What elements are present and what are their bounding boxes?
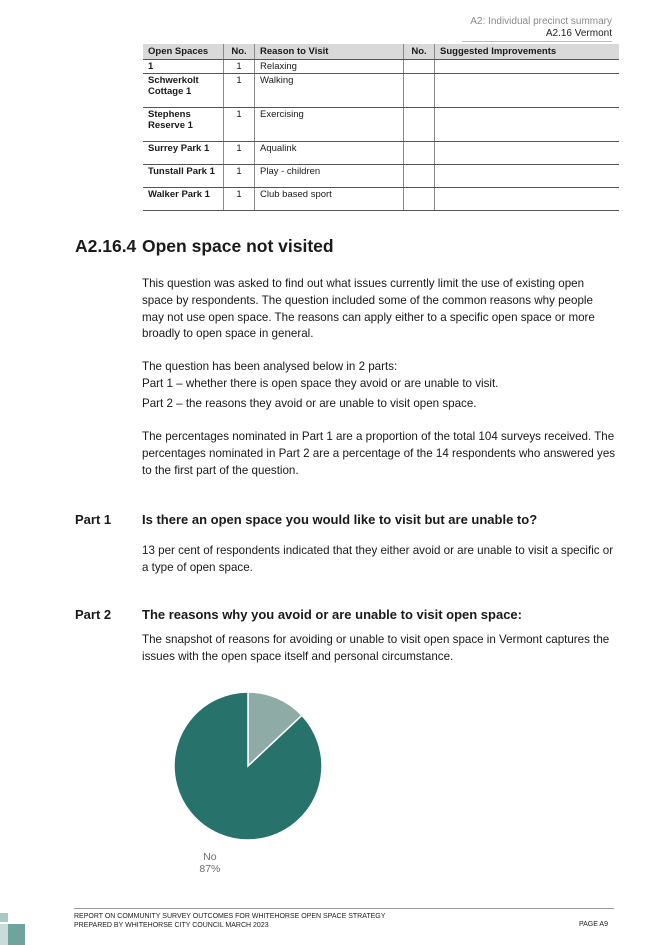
- pie-percent-label: 87%: [199, 863, 221, 873]
- section-title: Open space not visited: [142, 236, 334, 256]
- header-precinct: A2.16 Vermont: [545, 28, 612, 39]
- part1-heading: [75, 512, 537, 527]
- table-row: [143, 142, 619, 165]
- analysis-part1: Part 1 – whether there is open space they avoid or are unable to visit.: [142, 377, 499, 390]
- cell-open-space: Walker Park 1: [143, 188, 224, 211]
- section-number: A2.16.4: [75, 236, 137, 256]
- cell-no: 1: [224, 165, 255, 188]
- cell-improvement: [435, 108, 620, 142]
- pie-category-label: No: [203, 851, 217, 864]
- footer-report-title: REPORT ON COMMUNITY SURVEY OUTCOMES FOR WHITEHORSE OPEN SPACE STRATEGY: [74, 913, 386, 920]
- col-improvements: Suggested Improvements: [435, 44, 620, 60]
- analysis-intro: The question has been analysed below in 2 parts:: [142, 360, 398, 373]
- section-heading: [75, 236, 334, 257]
- table-row: [143, 188, 619, 211]
- col-no-2: No.: [404, 44, 435, 60]
- cell-no: 1: [224, 108, 255, 142]
- cell-reason: Relaxing: [255, 60, 404, 74]
- cell-no: 1: [224, 142, 255, 165]
- part1-label: Part 1: [75, 512, 112, 527]
- pie-slices: [174, 692, 322, 840]
- cell-improvement: [435, 165, 620, 188]
- cell-improvement: [435, 188, 620, 211]
- intro-paragraph: This question was asked to find out what issues currently limit the use of existing open space by respondents. The question included some of the common reasons why people may not use open space. The reasons can apply either to a specific open space or more broadly to open space in general.: [142, 277, 595, 341]
- header-rule: [462, 41, 612, 42]
- cell-reason: Play - children: [255, 165, 404, 188]
- cell-reason: Walking: [255, 74, 404, 108]
- part2-question: The reasons why you avoid or are unable to visit open space:: [142, 607, 522, 622]
- footer-decor-square: [0, 913, 8, 922]
- cell-no-2: [404, 188, 435, 211]
- analysis-part2: Part 2 – the reasons they avoid or are unable to visit open space.: [142, 397, 477, 410]
- header-report-section: A2: Individual precinct summary: [470, 16, 612, 27]
- avoid-open-space-pie-chart: [150, 668, 350, 873]
- cell-no: 1: [224, 188, 255, 211]
- cell-reason: Exercising: [255, 108, 404, 142]
- cell-open-space: 1: [143, 60, 224, 74]
- cell-no-2: [404, 108, 435, 142]
- footer-rule: [74, 908, 614, 909]
- footer-prepared-by: PREPARED BY WHITEHORSE CITY COUNCIL MARCH 2023: [74, 921, 269, 929]
- cell-no-2: [404, 165, 435, 188]
- percentages-paragraph: The percentages nominated in Part 1 are a proportion of the total 104 surveys received. The percentages nominated in Part 2 are a percentage of the 14 respondents who answered yes to the first part of the question.: [142, 430, 616, 477]
- part2-heading: [75, 607, 522, 622]
- part2-text: The snapshot of reasons for avoiding or unable to visit open space in Vermont captures the issues with the open space itself and personal circumstance.: [142, 633, 610, 663]
- cell-improvement: [435, 60, 620, 74]
- cell-improvement: [435, 142, 620, 165]
- running-header: [470, 16, 612, 40]
- table-row: [143, 108, 619, 142]
- cell-open-space: Schwerkolt Cottage 1: [143, 74, 224, 108]
- cell-no-2: [404, 74, 435, 108]
- footer-decor-square: [8, 924, 25, 945]
- cell-improvement: [435, 74, 620, 108]
- cell-open-space: Tunstall Park 1: [143, 165, 224, 188]
- col-open-spaces: Open Spaces: [143, 44, 224, 60]
- cell-no: 1: [224, 60, 255, 74]
- cell-reason: Club based sport: [255, 188, 404, 211]
- page-number: PAGE A9: [578, 921, 608, 928]
- cell-open-space: Stephens Reserve 1: [143, 108, 224, 142]
- cell-no: 1: [224, 74, 255, 108]
- col-no: No.: [224, 44, 255, 60]
- table-row: [143, 165, 619, 188]
- col-reason: Reason to Visit: [255, 44, 404, 60]
- part1-text: 13 per cent of respondents indicated that they either avoid or are unable to visit a specific or a type of open space.: [142, 544, 614, 574]
- table-header-row: [143, 44, 619, 60]
- open-space-visit-table: [143, 44, 619, 211]
- table-row: [143, 60, 619, 74]
- footer-text: [74, 913, 385, 930]
- cell-no-2: [404, 142, 435, 165]
- table-row: [143, 74, 619, 108]
- part2-label: Part 2: [75, 607, 112, 622]
- part1-question: Is there an open space you would like to visit but are unable to?: [142, 512, 538, 527]
- cell-open-space: Surrey Park 1: [143, 142, 224, 165]
- cell-reason: Aqualink: [255, 142, 404, 165]
- footer-decor-square: [0, 924, 8, 945]
- cell-no-2: [404, 60, 435, 74]
